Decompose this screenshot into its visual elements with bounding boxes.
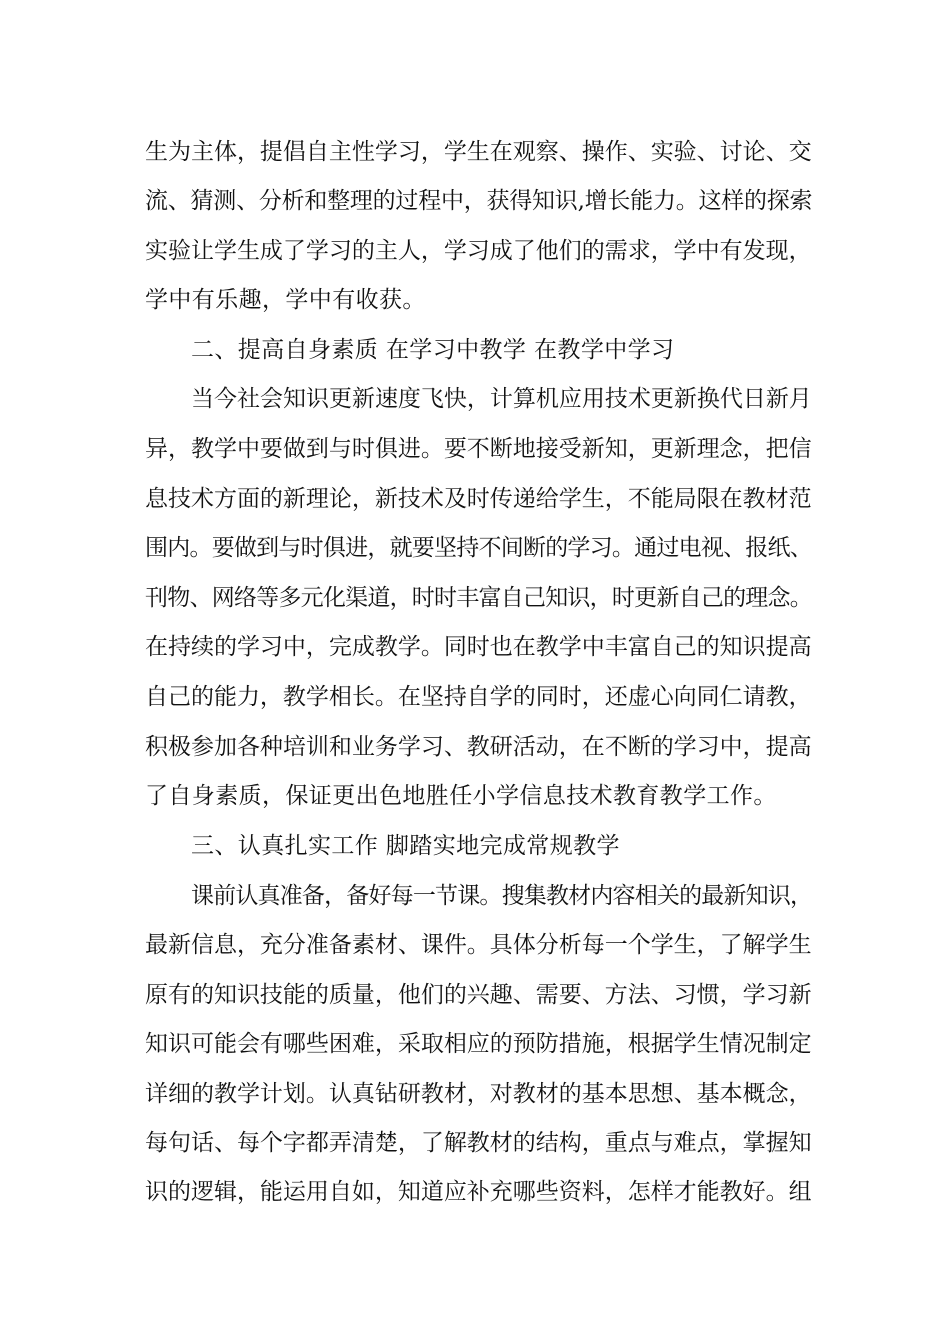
text-line: 异，教学中要做到与时俱进。要不断地接受新知，更新理念，把信 bbox=[145, 436, 812, 462]
section-heading: 三、认真扎实工作 脚踏实地完成常规教学 bbox=[191, 833, 620, 859]
text-line: 当今社会知识更新速度飞快，计算机应用技术更新换代日新月 bbox=[191, 386, 812, 412]
text-line: 刊物、网络等多元化渠道，时时丰富自己知识，时更新自己的理念。 bbox=[145, 585, 813, 611]
text-line: 最新信息，充分准备素材、课件。具体分析每一个学生，了解学生 bbox=[145, 932, 812, 958]
text-line: 实验让学生成了学习的主人，学习成了他们的需求，学中有发现， bbox=[145, 238, 812, 264]
text-line: 息技术方面的新理论，新技术及时传递给学生，不能局限在教材范 bbox=[145, 486, 812, 512]
text-line: 流、猜测、分析和整理的过程中，获得知识,增长能力。这样的探索 bbox=[145, 188, 813, 214]
text-line: 围内。要做到与时俱进，就要坚持不间断的学习。通过电视、报纸、 bbox=[145, 535, 813, 561]
text-line: 生为主体，提倡自主性学习，学生在观察、操作、实验、讨论、交 bbox=[145, 139, 812, 165]
section-heading: 二、提高自身素质 在学习中教学 在教学中学习 bbox=[191, 337, 675, 363]
text-line: 识的逻辑，能运用自如，知道应补充哪些资料，怎样才能教好。组 bbox=[145, 1179, 812, 1205]
text-line: 积极参加各种培训和业务学习、教研活动，在不断的学习中，提高 bbox=[145, 734, 812, 760]
text-line: 在持续的学习中，完成教学。同时也在教学中丰富自己的知识提高 bbox=[145, 634, 812, 660]
text-line: 自己的能力，教学相长。在坚持自学的同时，还虚心向同仁请教， bbox=[145, 684, 812, 710]
text-line: 原有的知识技能的质量，他们的兴趣、需要、方法、习惯，学习新 bbox=[145, 982, 812, 1008]
text-line: 知识可能会有哪些困难，采取相应的预防措施，根据学生情况制定 bbox=[145, 1031, 812, 1057]
text-line: 详细的教学计划。认真钻研教材，对教材的基本思想、基本概念， bbox=[145, 1081, 812, 1107]
text-line: 了自身素质，保证更出色地胜任小学信息技术教育教学工作。 bbox=[145, 783, 777, 809]
text-line: 每句话、每个字都弄清楚，了解教材的结构，重点与难点，掌握知 bbox=[145, 1130, 812, 1156]
text-line: 课前认真准备，备好每一节课。搜集教材内容相关的最新知识， bbox=[191, 883, 813, 909]
text-line: 学中有乐趣，学中有收获。 bbox=[145, 287, 426, 313]
